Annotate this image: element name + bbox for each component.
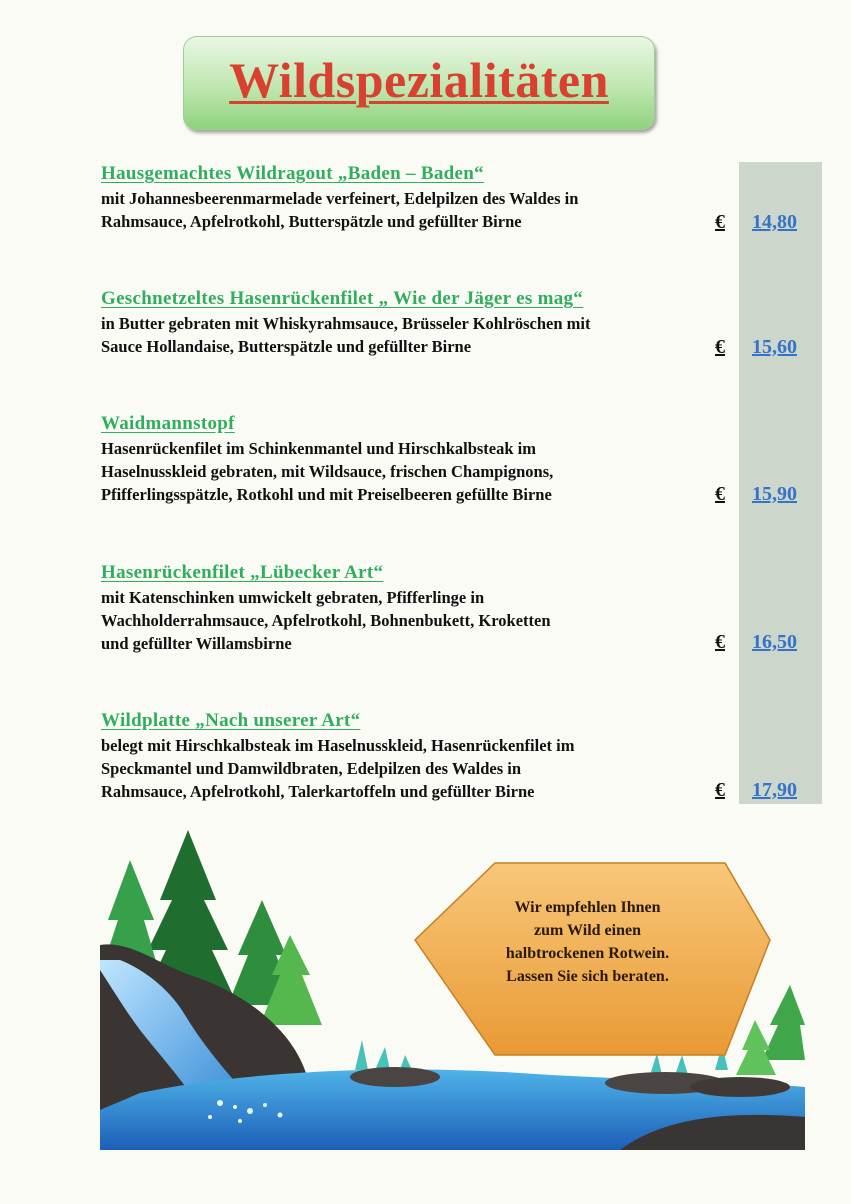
dish-name: Waidmannstopf: [101, 413, 235, 434]
currency-symbol: €: [715, 631, 725, 653]
menu-item: [101, 287, 821, 358]
title-banner: [183, 36, 655, 130]
currency-symbol: €: [715, 336, 725, 358]
recommendation-line: zum Wild einen: [534, 922, 641, 939]
dish-description-line: mit Katenschinken umwickelt gebraten, Pfifferlinge in: [101, 588, 485, 607]
dish-price: 14,80: [752, 211, 797, 233]
dish-description-line: Speckmantel und Damwildbraten, Edelpilzen des Waldes in: [101, 759, 522, 778]
dish-name: Hasenrückenfilet „Lübecker Art“: [101, 562, 384, 583]
recommendation-line: Lassen Sie sich beraten.: [506, 968, 669, 985]
currency-symbol: €: [715, 779, 725, 801]
dish-description-line: Rahmsauce, Apfelrotkohl, Talerkartoffeln und gefüllter Birne: [101, 782, 535, 801]
dish-description-line: in Butter gebraten mit Whiskyrahmsauce, Brüsseler Kohlröschen mit: [101, 314, 591, 333]
dish-description: [101, 312, 711, 358]
dish-name: Wildplatte „Nach unserer Art“: [101, 710, 361, 731]
currency-symbol: €: [715, 483, 725, 505]
dish-description-line: und gefüllter Willamsbirne: [101, 634, 292, 653]
dish-description-line: Sauce Hollandaise, Butterspätzle und gefüllter Birne: [101, 337, 472, 356]
recommendation-line: Wir empfehlen Ihnen: [514, 899, 661, 916]
rock: [690, 1077, 790, 1097]
menu-item: [101, 162, 821, 233]
dish-description-line: Hasenrückenfilet im Schinkenmantel und Hirschkalbsteak im: [101, 439, 537, 458]
page-title: Wildspezialitäten: [229, 52, 609, 108]
rock: [350, 1067, 440, 1087]
menu-item: [101, 412, 821, 506]
dish-description: [101, 586, 711, 655]
dish-name: Geschnetzeltes Hasenrückenfilet „ Wie der Jäger es mag“: [101, 288, 584, 309]
dish-price: 17,90: [752, 779, 797, 801]
dish-description-line: Rahmsauce, Apfelrotkohl, Butterspätzle und gefüllter Birne: [101, 212, 522, 231]
dish-price: 15,90: [752, 483, 797, 505]
dish-description: [101, 437, 711, 506]
menu-item: [101, 561, 821, 655]
dish-price: 15,60: [752, 336, 797, 358]
dish-description: [101, 734, 711, 803]
dish-price: 16,50: [752, 631, 797, 653]
recommendation-line: halbtrockenen Rotwein.: [505, 945, 670, 962]
wine-recommendation-text: [460, 896, 715, 988]
dish-description-line: Pfifferlingsspätzle, Rotkohl und mit Preiselbeeren gefüllte Birne: [101, 485, 552, 504]
dish-description-line: Haselnusskleid gebraten, mit Wildsauce, frischen Champignons,: [101, 462, 554, 481]
dish-name: Hausgemachtes Wildragout „Baden – Baden“: [101, 163, 484, 184]
dish-description-line: belegt mit Hirschkalbsteak im Haselnusskleid, Hasenrückenfilet im: [101, 736, 575, 755]
dish-description-line: Wachholderrahmsauce, Apfelrotkohl, Bohnenbukett, Kroketten: [101, 611, 551, 630]
menu-item: [101, 709, 821, 803]
currency-symbol: €: [715, 211, 725, 233]
dish-description: [101, 187, 711, 233]
dish-description-line: mit Johannesbeerenmarmelade verfeinert, Edelpilzen des Waldes in: [101, 189, 579, 208]
